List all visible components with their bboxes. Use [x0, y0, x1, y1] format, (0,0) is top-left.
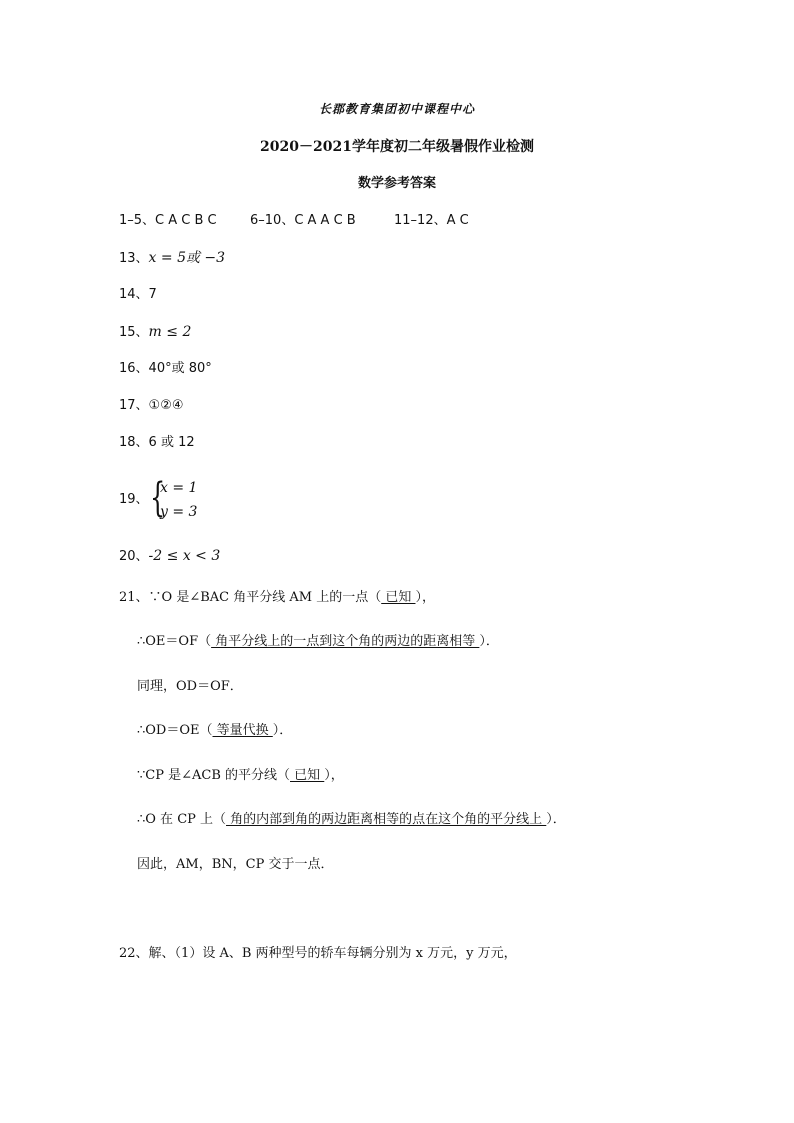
answer-15-number: 15、 [119, 325, 149, 340]
answer-20 [119, 548, 220, 565]
answer-19-equation-2: y = 3 [160, 504, 198, 520]
q21-line-6 [137, 812, 566, 828]
q22-line-1: 22、解、（1）设 A、B 两种型号的轿车每辆分别为 x 万元，y 万元， [119, 946, 517, 961]
exam-title: 2020－2021学年度初二年级暑假作业检测 [260, 139, 534, 155]
q21-line-6-end: ）． [546, 812, 566, 827]
answer-key-subtitle: 数学参考答案 [357, 176, 436, 191]
q21-line-6-text: ∴O 在 CP 上（ [137, 812, 227, 827]
answer-mc-11-12: 11–12、A C [394, 213, 469, 228]
answer-19-equation-1: x = 1 [160, 480, 198, 496]
answer-19-number: 19、 [119, 492, 149, 507]
answer-18: 18、6 或 12 [119, 435, 195, 450]
answer-mc-1-5: 1–5、C A C B C [119, 213, 217, 228]
q21-line-2 [137, 634, 499, 650]
left-brace-icon: { [150, 475, 166, 521]
answer-15-value: m ≤ 2 [148, 324, 192, 340]
q21-line-4-end: ）． [272, 723, 293, 738]
q21-line-1 [119, 590, 435, 606]
q21-line-2-text: ∴OE＝OF（ [137, 634, 212, 649]
q21-reason-2: 角平分线上的一点到这个角的两边的距离相等 [211, 634, 480, 649]
q21-line-4-text: ∴OD＝OE（ [137, 723, 213, 738]
answer-mc-6-10: 6–10、C A A C B [250, 213, 356, 228]
q21-line-5-text: ∵CP 是∠ACB 的平分线（ [137, 768, 291, 783]
q21-reason-1: 已知 [381, 590, 416, 605]
answer-15 [119, 324, 191, 341]
answer-14: 14、7 [119, 287, 157, 302]
org-header: 长郡教育集团初中课程中心 [318, 102, 475, 116]
q21-reason-4: 等量代换 [212, 723, 273, 738]
q21-reason-6: 角的内部到角的两边距离相等的点在这个角的平分线上 [226, 812, 547, 827]
q21-line-2-end: ）． [479, 634, 499, 649]
answer-13 [119, 250, 225, 267]
answer-20-number: 20、 [119, 549, 149, 564]
answer-17: 17、①②④ [119, 398, 184, 413]
answer-13-value: x = 5或 −3 [148, 250, 226, 266]
q21-line-4 [137, 723, 292, 739]
q21-line-1-text: 21、∵O 是∠BAC 角平分线 AM 上的一点（ [119, 590, 382, 605]
q21-line-1-end: ）， [415, 590, 435, 605]
answer-13-number: 13、 [119, 251, 149, 266]
answer-16: 16、40°或 80° [119, 361, 212, 376]
q21-line-3: 同理，OD＝OF． [137, 679, 243, 694]
q21-line-5 [137, 768, 344, 784]
answer-20-value: -2 ≤ x < 3 [148, 548, 221, 564]
q21-reason-5: 已知 [290, 768, 325, 783]
q21-line-5-end: ）， [324, 768, 344, 783]
q21-line-7: 因此，AM，BN，CP 交于一点． [137, 857, 334, 872]
